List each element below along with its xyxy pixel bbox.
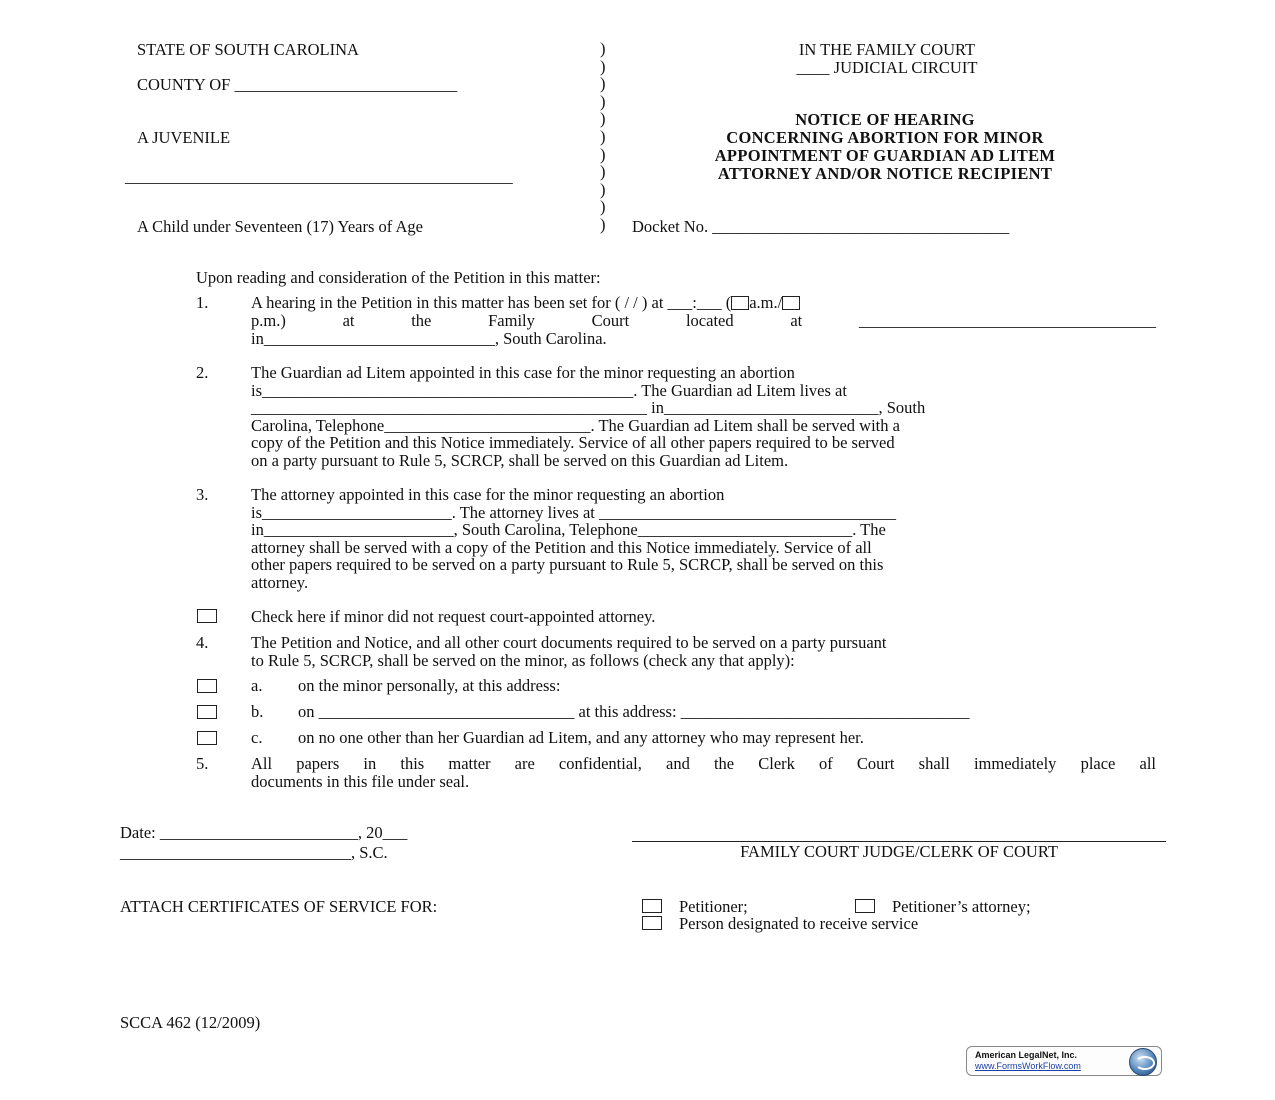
serve-no-one-else-checkbox[interactable] [197, 731, 217, 745]
caption-divider: ) ) ) ) ) ) ) ) ) ) ) [600, 39, 606, 234]
item-1-line-1: A hearing in the Petition in this matter has been set for ( / / ) at ___:___ ( a.m./ [251, 294, 800, 312]
title-line-2: CONCERNING ABORTION FOR MINOR [726, 128, 1044, 147]
no-attorney-checkbox[interactable] [197, 609, 217, 623]
logo-website-link[interactable]: www.FormsWorkFlow.com [975, 1061, 1081, 1071]
item-3-number: 3. [196, 485, 209, 504]
logo-company-name: American LegalNet, Inc. [975, 1050, 1078, 1060]
am-checkbox[interactable] [731, 296, 749, 310]
option-c-text: on no one other than her Guardian ad Litem, and any attorney who may represent her. [298, 728, 864, 747]
juvenile-label: A JUVENILE [137, 128, 231, 147]
vendor-logo [966, 1046, 1162, 1076]
pm-checkbox[interactable] [782, 296, 800, 310]
county-field: COUNTY OF ___________________________ [137, 75, 458, 94]
globe-icon [1129, 1048, 1157, 1076]
petitioner-attorney-label: Petitioner’s attorney; [892, 897, 1031, 916]
option-a-letter: a. [251, 676, 263, 695]
title-line-3: APPOINTMENT OF GUARDIAN AD LITEM [714, 146, 1056, 165]
option-a-text: on the minor personally, at this address: [298, 676, 561, 695]
designated-person-label: Person designated to receive service [679, 914, 919, 933]
item-3-text: The attorney appointed in this case for the minor requesting an abortion is_______________________. The attorney lives at ____________________________________ in_______________________, South Carolina, Telephone__________________________. The attorney shall be served with a copy of the Petition and this Notice immediately. Service of all other papers required to be served on a party pursuant to Rule 5, SCRCP, shall be served on this attorney. [251, 485, 896, 592]
item-2-number: 2. [196, 363, 209, 382]
serve-minor-personally-checkbox[interactable] [197, 679, 217, 693]
item-1-line-3: in____________________________, South Carolina. [251, 329, 607, 348]
no-attorney-label: Check here if minor did not request court-appointed attorney. [251, 607, 656, 626]
title-line-4: ATTORNEY AND/OR NOTICE RECIPIENT [717, 164, 1053, 183]
intro-text: Upon reading and consideration of the Petition in this matter: [196, 268, 601, 287]
judge-label: FAMILY COURT JUDGE/CLERK OF COURT [740, 842, 1058, 861]
option-b-text: on _______________________________ at this address: ___________________________________ [298, 702, 970, 721]
item-4-number: 4. [196, 633, 209, 652]
item-2-text: The Guardian ad Litem appointed in this case for the minor requesting an abortion is_____________________________________________. The Guardian ad Litem lives at ________________________________________________ in__________________________, South Carolina, Telephone_________________________. The Guardian ad Litem shall be served with a copy of the Petition and this Notice immediately. Service of all other papers required to be served on a party pursuant to Rule 5, SCRCP, shall be served on this Guardian ad Litem. [251, 363, 926, 470]
circuit-field: ____ JUDICIAL CIRCUIT [796, 58, 978, 77]
petitioner-label: Petitioner; [679, 897, 748, 916]
designated-person-checkbox[interactable] [642, 916, 662, 930]
form-id: SCCA 462 (12/2009) [120, 1013, 261, 1032]
attach-label: ATTACH CERTIFICATES OF SERVICE FOR: [120, 897, 438, 916]
item-5-number: 5. [196, 754, 209, 773]
petitioner-attorney-checkbox[interactable] [855, 899, 875, 913]
place-field: ____________________________, S.C. [120, 843, 388, 862]
item-5-text: All papers in this matter are confidential, and the Clerk of Court shall immediately place all documents in this file under seal. [251, 754, 1156, 791]
date-field: Date: ________________________, 20___ [120, 823, 408, 842]
item-1-number: 1. [196, 293, 209, 312]
child-under-label: A Child under Seventeen (17) Years of Age [137, 217, 423, 236]
docket-field: Docket No. ____________________________________ [632, 217, 1010, 236]
option-c-letter: c. [251, 728, 263, 747]
juvenile-name-line: _______________________________________________ [125, 167, 513, 186]
court-heading: IN THE FAMILY COURT [798, 40, 976, 59]
item-1-line-2: p.m.) at the Family Court located at ____________________________________ [251, 311, 1156, 330]
option-b-letter: b. [251, 702, 264, 721]
item-4-text: The Petition and Notice, and all other court documents required to be served on a party pursuant to Rule 5, SCRCP, shall be served on the minor, as follows (check any that apply): [251, 633, 887, 670]
serve-other-person-checkbox[interactable] [197, 705, 217, 719]
title-line-1: NOTICE OF HEARING [795, 110, 975, 129]
state-heading: STATE OF SOUTH CAROLINA [137, 40, 359, 59]
petitioner-checkbox[interactable] [642, 899, 662, 913]
